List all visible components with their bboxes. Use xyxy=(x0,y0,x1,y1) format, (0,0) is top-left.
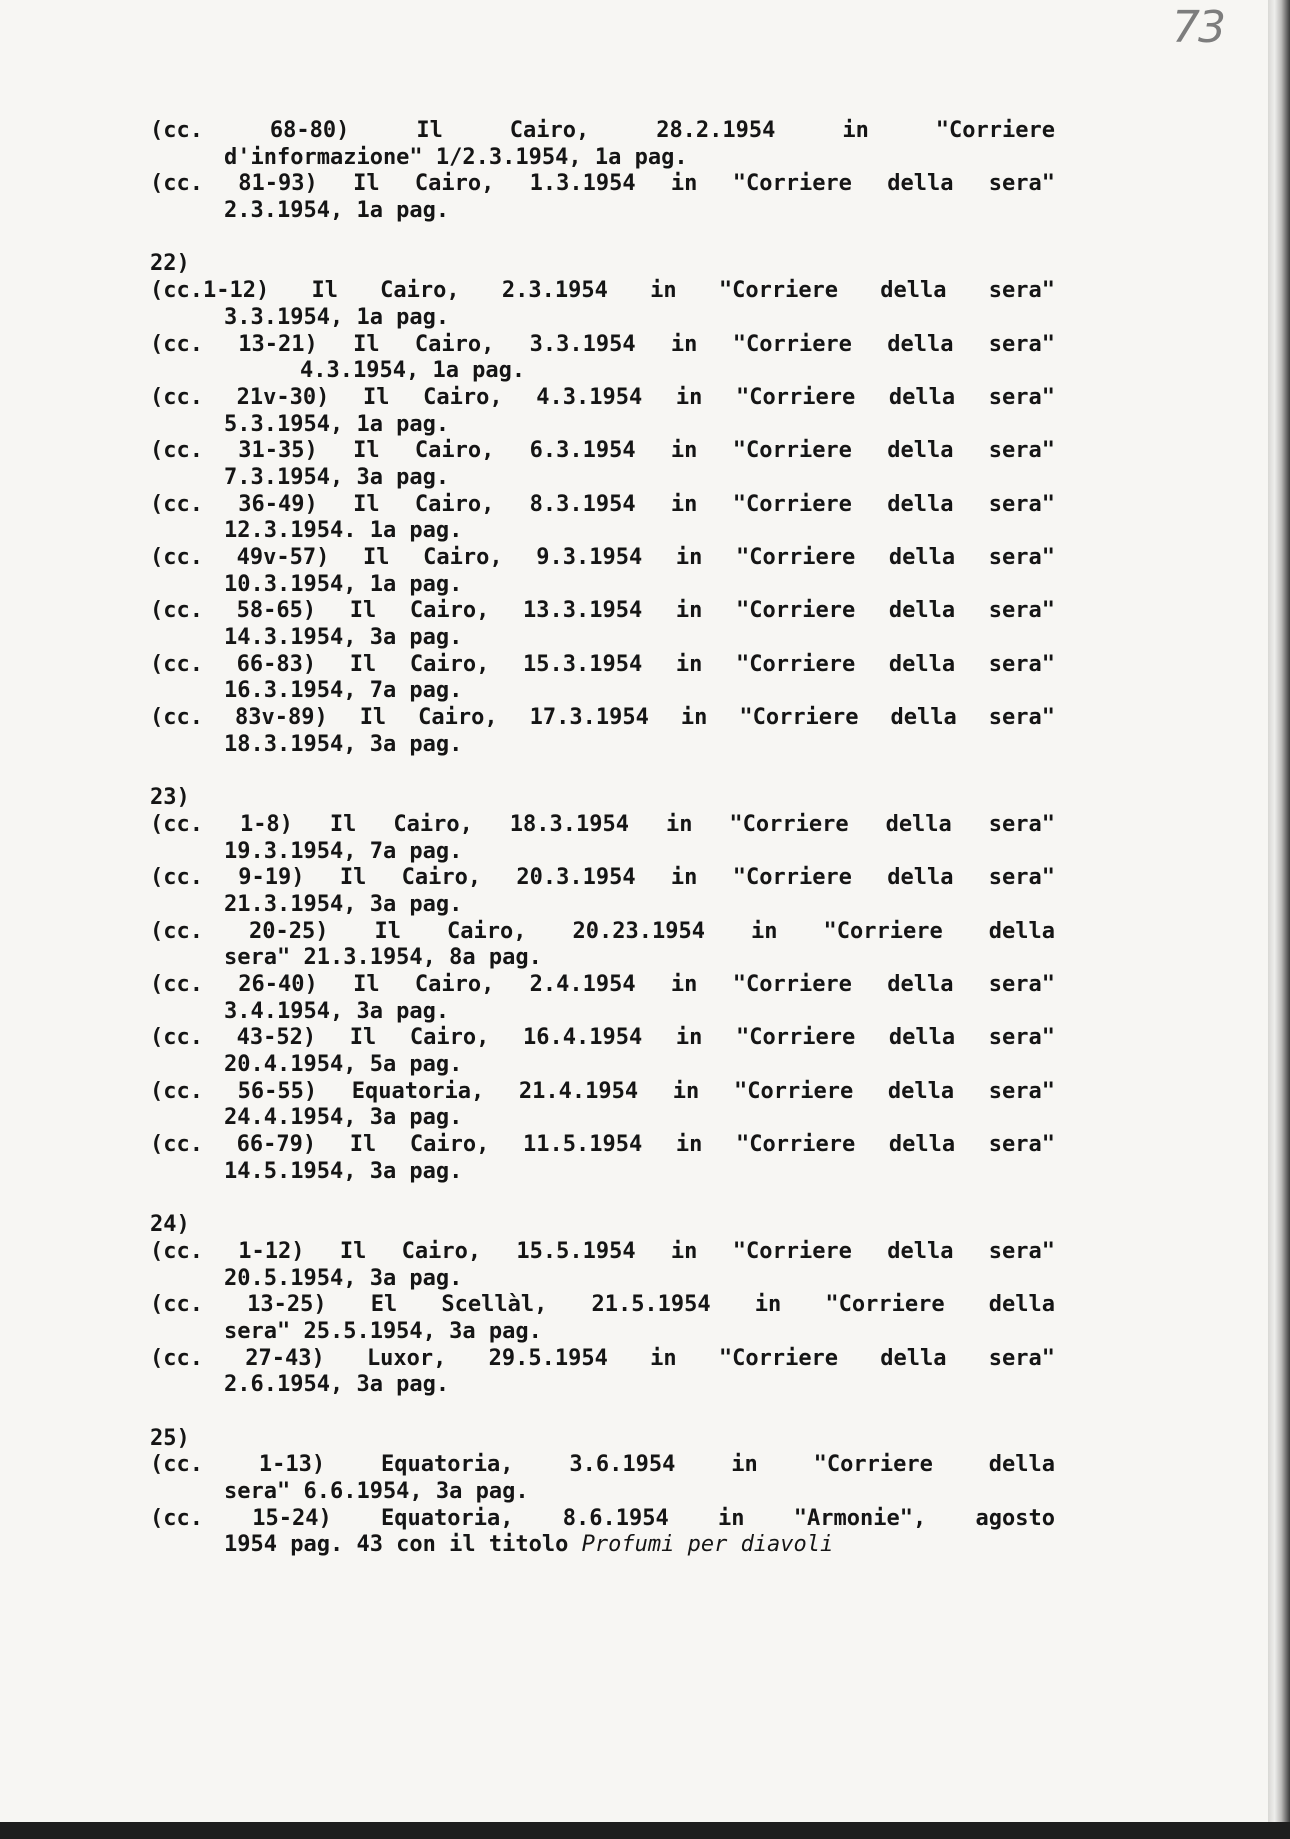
entry-line-first: (cc. 21v-30) Il Cairo, 4.3.1954 in "Corriere della sera" xyxy=(150,384,1055,410)
entry-line-continuation xyxy=(150,1052,1055,1079)
entry-line-continuation xyxy=(150,572,1055,599)
entry-line-continuation xyxy=(150,1372,1055,1399)
entry-text: 10.3.1954, 1a pag. xyxy=(224,571,463,597)
entry-line-continuation xyxy=(150,1105,1055,1132)
section-gap xyxy=(150,1186,1055,1213)
entry-text: sera" 21.3.1954, 8a pag. xyxy=(224,945,542,971)
section-gap xyxy=(150,225,1055,252)
entry-line-continuation xyxy=(150,839,1055,866)
entry-text: 14.5.1954, 3a pag. xyxy=(224,1158,463,1184)
section-number: 23) xyxy=(150,785,190,811)
archive-entry xyxy=(150,865,1055,918)
archive-entry xyxy=(150,118,1055,171)
entry-line-first: (cc. 27-43) Luxor, 29.5.1954 in "Corriere della sera" xyxy=(150,1345,1055,1371)
entry-line-continuation xyxy=(150,412,1055,439)
archive-entry xyxy=(150,1452,1055,1505)
entry-line-continuation xyxy=(150,1266,1055,1293)
entry-line-continuation xyxy=(150,678,1055,705)
article-title: Profumi per diavoli xyxy=(581,1532,834,1558)
entry-line-first: (cc. 31-35) Il Cairo, 6.3.1954 in "Corriere della sera" xyxy=(150,438,1055,464)
archive-entry xyxy=(150,171,1055,224)
entry-line-continuation xyxy=(150,358,1055,385)
entry-line-first: (cc. 20-25) Il Cairo, 20.23.1954 in "Corriere della xyxy=(150,918,1055,944)
entry-text: 7.3.1954, 3a pag. xyxy=(224,464,450,490)
entry-line-first: (cc. 66-83) Il Cairo, 15.3.1954 in "Corriere della sera" xyxy=(150,651,1055,677)
archive-section xyxy=(150,1426,1055,1559)
archive-section xyxy=(150,785,1055,1185)
entry-text: 20.4.1954, 5a pag. xyxy=(224,1052,463,1078)
archive-entry xyxy=(150,492,1055,545)
page-number: 73 xyxy=(1172,2,1224,53)
archive-entry xyxy=(150,1025,1055,1078)
entry-text: 3.3.1954, 1a pag. xyxy=(224,304,450,330)
archive-entry xyxy=(150,652,1055,705)
page-edge-shadow xyxy=(1268,0,1290,1839)
entry-line-continuation xyxy=(150,1159,1055,1186)
entry-line-continuation xyxy=(150,1479,1055,1506)
entry-line-first: (cc. 1-13) Equatoria, 3.6.1954 in "Corriere della xyxy=(150,1452,1055,1478)
entry-line-first: (cc. 83v-89) Il Cairo, 17.3.1954 in "Corriere della sera" xyxy=(150,705,1055,731)
entry-line-first: (cc. 26-40) Il Cairo, 2.4.1954 in "Corriere della sera" xyxy=(150,972,1055,997)
entry-line-continuation xyxy=(150,892,1055,919)
archive-section xyxy=(150,1212,1055,1399)
entry-line-first: (cc. 68-80) Il Cairo, 28.2.1954 in "Corriere xyxy=(150,118,1055,143)
archive-entry xyxy=(150,598,1055,651)
entry-text: d'informazione" 1/2.3.1954, 1a pag. xyxy=(224,144,688,170)
archive-section xyxy=(150,251,1055,758)
archive-listing xyxy=(150,118,1055,1559)
entry-text: 20.5.1954, 3a pag. xyxy=(224,1265,463,1291)
entry-line-first: (cc. 56-55) Equatoria, 21.4.1954 in "Corriere della sera" xyxy=(150,1078,1055,1104)
entry-text: sera" 6.6.1954, 3a pag. xyxy=(224,1479,529,1505)
entry-line-first: (cc. 81-93) Il Cairo, 1.3.1954 in "Corriere della sera" xyxy=(150,171,1055,197)
archive-entry xyxy=(150,545,1055,598)
entry-line-first: (cc. 13-21) Il Cairo, 3.3.1954 in "Corriere della sera" xyxy=(150,331,1055,357)
archive-entry xyxy=(150,1079,1055,1132)
entry-text: 19.3.1954, 7a pag. xyxy=(224,838,463,864)
scan-border xyxy=(0,1822,1290,1839)
entry-text: 18.3.1954, 3a pag. xyxy=(224,731,463,757)
entry-text: 2.3.1954, 1a pag. xyxy=(224,198,450,224)
entry-line-first: (cc. 49v-57) Il Cairo, 9.3.1954 in "Corriere della sera" xyxy=(150,545,1055,570)
entry-line-first: (cc. 1-12) Il Cairo, 15.5.1954 in "Corriere della sera" xyxy=(150,1238,1055,1264)
entry-line-first: (cc. 9-19) Il Cairo, 20.3.1954 in "Corriere della sera" xyxy=(150,865,1055,891)
entry-text: 12.3.1954. 1a pag. xyxy=(224,518,463,544)
archive-section xyxy=(150,118,1055,225)
section-number: 25) xyxy=(150,1425,190,1451)
archive-entry xyxy=(150,1239,1055,1292)
entry-line-first: (cc.1-12) Il Cairo, 2.3.1954 in "Corriere della sera" xyxy=(150,278,1055,304)
entry-line-continuation xyxy=(150,945,1055,972)
entry-text: 1954 pag. 43 con il titolo xyxy=(224,1532,582,1558)
entry-line-continuation xyxy=(150,732,1055,759)
entry-line-first: (cc. 1-8) Il Cairo, 18.3.1954 in "Corriere della sera" xyxy=(150,811,1055,837)
archive-entry xyxy=(150,332,1055,385)
archive-entry xyxy=(150,972,1055,1025)
entry-text: 24.4.1954, 3a pag. xyxy=(224,1105,463,1131)
entry-text: 16.3.1954, 7a pag. xyxy=(224,678,463,704)
entry-line-continuation xyxy=(150,198,1055,225)
entry-line-first: (cc. 43-52) Il Cairo, 16.4.1954 in "Corriere della sera" xyxy=(150,1025,1055,1051)
entry-text: 5.3.1954, 1a pag. xyxy=(224,411,450,437)
entry-line-continuation xyxy=(150,1319,1055,1346)
entry-text: 4.3.1954, 1a pag. xyxy=(300,358,526,384)
section-gap xyxy=(150,759,1055,786)
archive-entry xyxy=(150,278,1055,331)
section-number: 24) xyxy=(150,1212,190,1238)
entry-text: 3.4.1954, 3a pag. xyxy=(224,998,450,1024)
archive-entry xyxy=(150,812,1055,865)
archive-entry xyxy=(150,1506,1055,1559)
entry-line-continuation xyxy=(150,625,1055,652)
archive-entry xyxy=(150,385,1055,438)
entry-text: 2.6.1954, 3a pag. xyxy=(224,1372,450,1398)
entry-text: sera" 25.5.1954, 3a pag. xyxy=(224,1318,542,1344)
entry-line-continuation xyxy=(150,1532,1055,1559)
section-gap xyxy=(150,1399,1055,1426)
archive-entry xyxy=(150,705,1055,758)
entry-line-first: (cc. 13-25) El Scellàl, 21.5.1954 in "Corriere della xyxy=(150,1292,1055,1318)
entry-line-first: (cc. 36-49) Il Cairo, 8.3.1954 in "Corriere della sera" xyxy=(150,491,1055,517)
entry-line-continuation xyxy=(150,518,1055,545)
entry-line-continuation xyxy=(150,145,1055,172)
archive-entry xyxy=(150,1292,1055,1345)
archive-entry xyxy=(150,1346,1055,1399)
entry-line-continuation xyxy=(150,465,1055,492)
entry-line-continuation xyxy=(150,999,1055,1026)
archive-entry xyxy=(150,438,1055,491)
archive-entry xyxy=(150,919,1055,972)
entry-line-continuation xyxy=(150,305,1055,332)
entry-text: 21.3.1954, 3a pag. xyxy=(224,891,463,917)
section-number: 22) xyxy=(150,251,190,277)
entry-line-first: (cc. 15-24) Equatoria, 8.6.1954 in "Armonie", agosto xyxy=(150,1505,1055,1531)
entry-text: 14.3.1954, 3a pag. xyxy=(224,625,463,651)
archive-entry xyxy=(150,1132,1055,1185)
entry-line-first: (cc. 66-79) Il Cairo, 11.5.1954 in "Corriere della sera" xyxy=(150,1132,1055,1158)
entry-line-first: (cc. 58-65) Il Cairo, 13.3.1954 in "Corriere della sera" xyxy=(150,598,1055,624)
